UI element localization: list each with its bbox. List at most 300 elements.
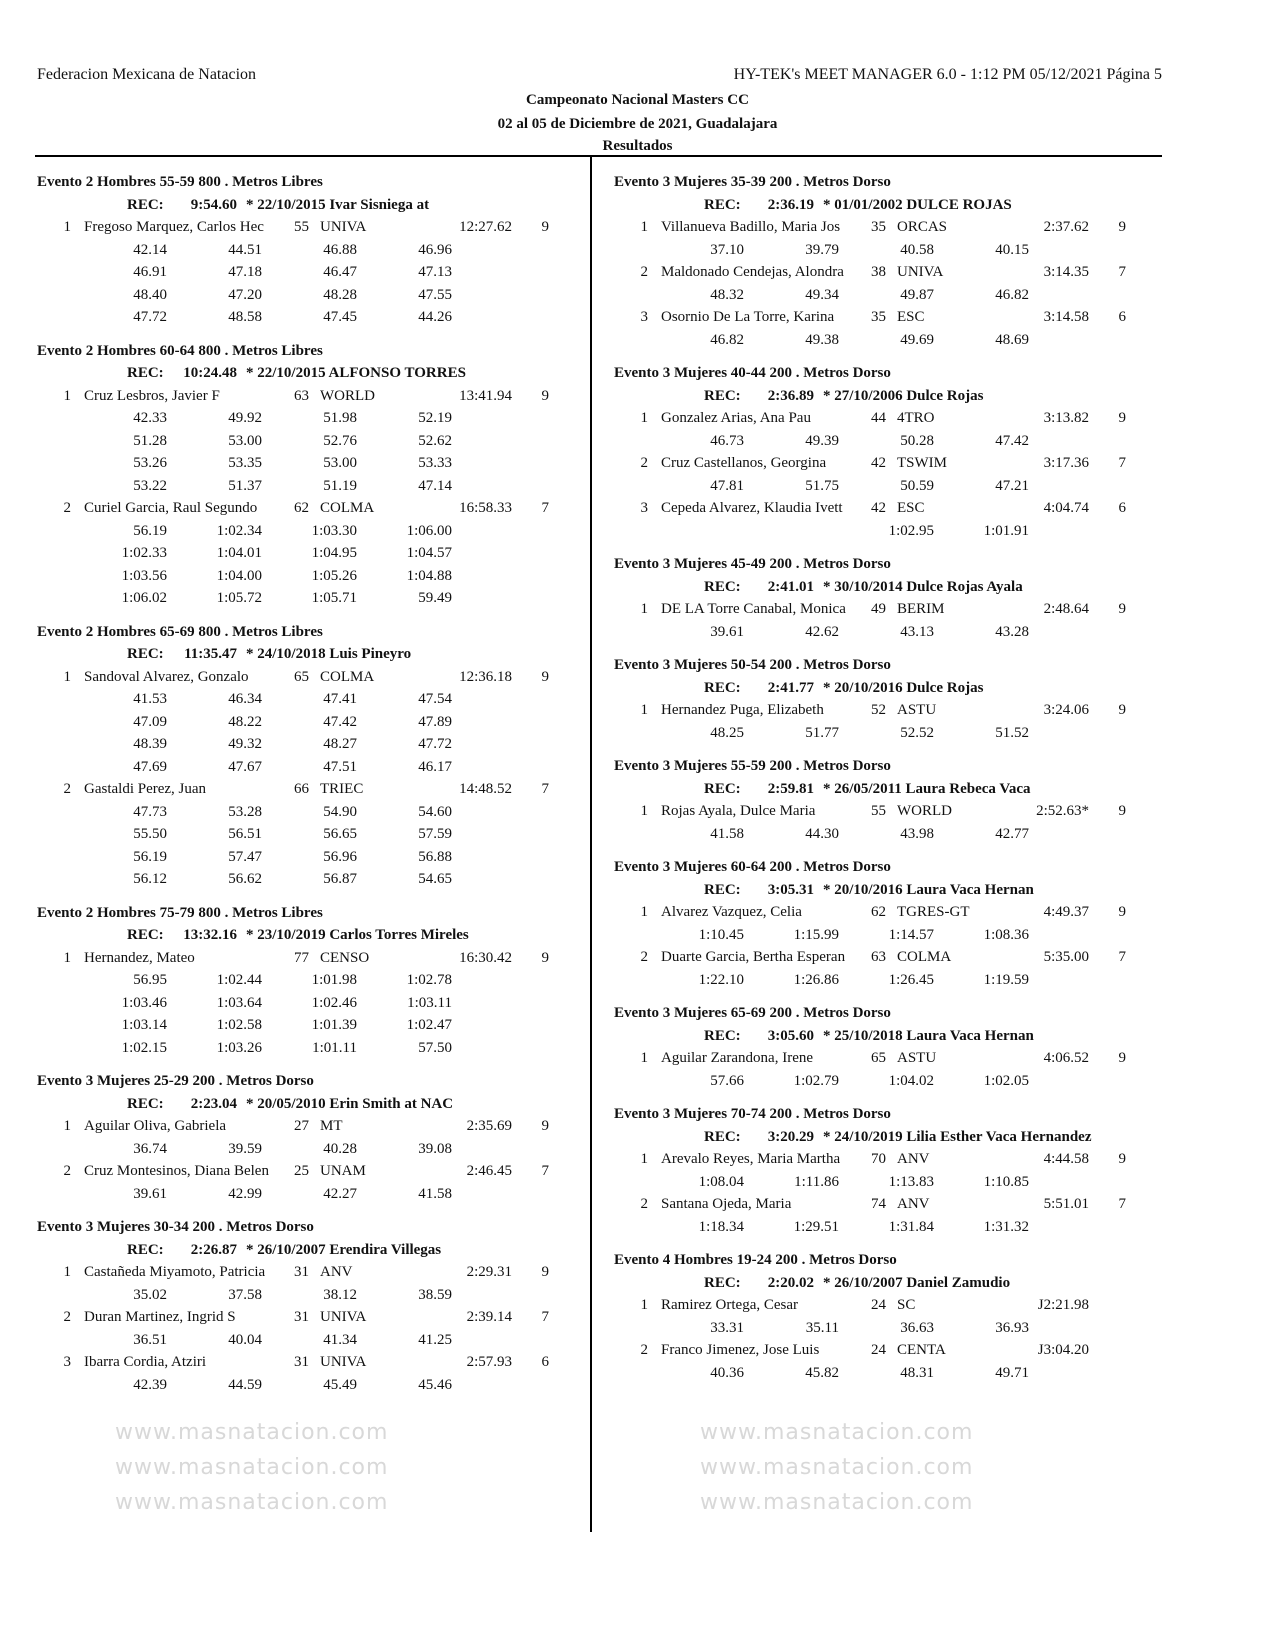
team: COLMA — [320, 668, 375, 685]
place: 2 — [640, 949, 648, 965]
split-time: 44.51 — [228, 241, 262, 258]
swimmer-name: Hernandez Puga, Elizabeth — [661, 702, 824, 718]
split-time: 1:02.34 — [216, 522, 262, 539]
split-time: 46.88 — [323, 241, 357, 258]
result-row — [614, 407, 1164, 430]
split-time: 51.75 — [805, 477, 839, 494]
watermark: www.masnatacion.com — [115, 1455, 389, 1480]
split-time: 47.41 — [323, 691, 357, 707]
result-row — [614, 699, 1164, 722]
split-time: 1:02.95 — [888, 522, 934, 539]
split-time: 1:26.86 — [793, 971, 839, 988]
swimmer-name: Villanueva Badillo, Maria Jos — [661, 219, 841, 235]
age: 31 — [294, 1354, 309, 1370]
split-time: 51.52 — [995, 724, 1029, 741]
split-time: 55.50 — [133, 826, 167, 842]
record-time: 11:35.47 — [184, 646, 237, 662]
split-row — [37, 306, 587, 329]
split-time: 45.82 — [805, 1364, 839, 1381]
record-time: 2:59.81 — [767, 780, 814, 797]
age: 62 — [294, 500, 309, 516]
split-row — [37, 1138, 587, 1161]
age: 63 — [871, 949, 886, 965]
split-row — [37, 587, 587, 610]
split-time: 1:03.64 — [216, 994, 262, 1011]
age: 66 — [294, 781, 309, 797]
split-row — [37, 520, 587, 543]
split-row — [614, 924, 1164, 947]
split-time: 39.59 — [228, 1140, 262, 1157]
record-label: REC: — [127, 1095, 164, 1112]
event-title: Evento 3 Mujeres 50-54 200 . Metros Dorso — [614, 657, 891, 673]
split-time: 46.82 — [995, 286, 1029, 303]
split-time: 48.27 — [323, 736, 357, 752]
split-time: 46.34 — [228, 691, 262, 707]
age: 25 — [294, 1163, 309, 1179]
split-row — [614, 823, 1164, 846]
record-line — [614, 677, 1164, 700]
column-divider — [590, 156, 592, 1532]
record-line — [614, 1272, 1164, 1295]
event-title: Evento 2 Hombres 65-69 800 . Metros Libres — [37, 623, 323, 640]
record-label: REC: — [704, 1128, 741, 1145]
record-line — [614, 778, 1164, 801]
record-details: * 26/10/2007 Erendira Villegas — [246, 1241, 442, 1258]
place: 2 — [640, 1342, 648, 1358]
split-time: 39.79 — [805, 241, 839, 258]
place: 1 — [63, 668, 71, 685]
final-time: 2:52.63* — [1036, 803, 1089, 819]
record-line — [37, 1239, 587, 1262]
swimmer-name: Arevalo Reyes, Maria Martha — [661, 1151, 841, 1167]
split-row — [37, 542, 587, 565]
event-block — [37, 1216, 587, 1396]
event-block — [37, 171, 587, 329]
split-time: 37.10 — [710, 241, 744, 258]
split-time: 36.51 — [133, 1331, 167, 1348]
split-time: 1:31.32 — [983, 1218, 1029, 1235]
final-time: 2:48.64 — [1043, 601, 1089, 617]
split-time: 56.19 — [133, 522, 167, 539]
split-time: 53.33 — [418, 455, 452, 471]
split-time: 43.98 — [900, 825, 934, 842]
place: 3 — [640, 309, 648, 325]
result-row — [37, 947, 587, 970]
split-time: 46.96 — [418, 241, 452, 258]
result-row — [614, 598, 1164, 621]
split-time: 56.19 — [133, 848, 167, 865]
split-time: 1:02.46 — [311, 994, 357, 1011]
record-time: 2:36.19 — [767, 196, 814, 213]
record-line — [614, 879, 1164, 902]
split-time: 39.08 — [418, 1140, 452, 1157]
split-time: 54.60 — [418, 803, 452, 820]
age: 55 — [871, 803, 886, 819]
split-time: 59.49 — [418, 590, 452, 606]
team: WORLD — [897, 803, 952, 819]
split-time: 1:05.72 — [216, 590, 262, 606]
record-line — [37, 643, 587, 666]
age: 55 — [294, 219, 309, 235]
final-time: 13:41.94 — [459, 387, 512, 404]
swimmer-name: Aguilar Oliva, Gabriela — [84, 1118, 227, 1134]
split-time: 47.73 — [133, 803, 167, 820]
split-row — [37, 846, 587, 869]
split-time: 57.50 — [418, 1039, 452, 1056]
team: UNIVA — [897, 264, 944, 280]
final-time: 16:58.33 — [459, 500, 512, 516]
split-time: 48.22 — [228, 713, 262, 730]
swimmer-name: Gastaldi Perez, Juan — [84, 781, 207, 797]
final-time: 4:04.74 — [1043, 500, 1089, 516]
split-time: 37.58 — [228, 1286, 262, 1303]
split-row — [37, 756, 587, 779]
event-block — [37, 1070, 587, 1205]
split-row — [614, 621, 1164, 644]
split-time: 41.58 — [710, 825, 744, 842]
split-time: 56.87 — [323, 871, 357, 887]
record-line — [614, 194, 1164, 217]
split-row — [37, 733, 587, 756]
record-line — [37, 194, 587, 217]
final-time: J3:04.20 — [1037, 1342, 1089, 1358]
split-time: 47.54 — [418, 691, 452, 707]
split-time: 46.91 — [133, 264, 167, 280]
split-row — [37, 801, 587, 824]
split-time: 1:04.95 — [311, 545, 357, 561]
points: 9 — [541, 387, 549, 404]
age: 31 — [294, 1309, 309, 1325]
record-line — [37, 362, 587, 385]
split-time: 48.25 — [710, 724, 744, 741]
split-time: 41.25 — [418, 1331, 452, 1348]
split-time: 1:04.57 — [406, 545, 452, 561]
points: 9 — [1118, 601, 1126, 617]
record-details: * 20/10/2016 Laura Vaca Hernan — [823, 881, 1034, 898]
split-time: 1:05.71 — [311, 590, 357, 606]
split-time: 51.77 — [805, 724, 839, 741]
points: 9 — [541, 1264, 549, 1280]
swimmer-name: Ramirez Ortega, Cesar — [661, 1297, 799, 1313]
split-row — [614, 239, 1164, 262]
record-label: REC: — [704, 578, 741, 595]
result-row — [614, 306, 1164, 329]
split-time: 53.28 — [228, 803, 262, 820]
team: TSWIM — [897, 455, 947, 471]
record-label: REC: — [127, 927, 164, 943]
split-time: 1:06.00 — [406, 522, 452, 539]
place: 1 — [640, 904, 648, 920]
final-time: 5:35.00 — [1043, 949, 1089, 965]
record-time: 3:20.29 — [767, 1128, 814, 1145]
split-time: 38.12 — [323, 1286, 357, 1303]
result-row — [614, 901, 1164, 924]
team: ANV — [897, 1196, 930, 1212]
split-time: 56.96 — [323, 848, 357, 865]
header-divider — [35, 155, 1162, 157]
split-time: 40.15 — [995, 241, 1029, 258]
split-time: 48.69 — [995, 331, 1029, 348]
split-time: 38.59 — [418, 1286, 452, 1303]
final-time: 2:29.31 — [466, 1264, 512, 1280]
split-time: 49.69 — [900, 331, 934, 348]
team: ANV — [320, 1264, 353, 1280]
place: 1 — [63, 1264, 71, 1280]
place: 1 — [63, 1118, 71, 1134]
points: 9 — [541, 668, 549, 685]
split-time: 48.28 — [323, 286, 357, 303]
split-time: 49.34 — [805, 286, 839, 303]
split-time: 40.36 — [710, 1364, 744, 1381]
split-time: 47.55 — [418, 286, 452, 303]
team: BERIM — [897, 601, 945, 617]
record-details: * 22/10/2015 Ivar Sisniega at — [246, 196, 430, 213]
team: TGRES-GT — [897, 904, 970, 920]
final-time: 12:27.62 — [459, 219, 512, 235]
result-row — [37, 778, 587, 801]
split-time: 48.39 — [133, 736, 167, 752]
split-time: 1:10.85 — [983, 1173, 1029, 1190]
split-time: 42.77 — [995, 825, 1029, 842]
split-time: 49.92 — [228, 410, 262, 426]
split-row — [614, 1216, 1164, 1239]
split-time: 52.62 — [418, 432, 452, 449]
split-time: 47.42 — [995, 432, 1029, 449]
event-title: Evento 3 Mujeres 65-69 200 . Metros Dorso — [614, 1005, 891, 1021]
split-row — [37, 823, 587, 846]
record-label: REC: — [704, 679, 741, 696]
split-time: 1:02.58 — [216, 1017, 262, 1033]
split-time: 42.27 — [323, 1185, 357, 1202]
split-time: 1:10.45 — [698, 926, 744, 943]
age: 65 — [294, 668, 309, 685]
swimmer-name: Aguilar Zarandona, Irene — [661, 1050, 814, 1066]
split-row — [37, 688, 587, 711]
swimmer-name: Alvarez Vazquez, Celia — [661, 904, 802, 920]
points: 7 — [541, 781, 549, 797]
final-time: 3:14.58 — [1043, 309, 1089, 325]
split-time: 41.58 — [418, 1185, 452, 1202]
split-time: 47.72 — [133, 309, 167, 325]
split-time: 44.26 — [418, 309, 452, 325]
record-details: * 20/10/2016 Dulce Rojas — [823, 679, 984, 696]
split-time: 40.58 — [900, 241, 934, 258]
split-time: 1:01.39 — [311, 1017, 357, 1033]
split-time: 57.59 — [418, 826, 452, 842]
age: 31 — [294, 1264, 309, 1280]
split-row — [614, 1070, 1164, 1093]
split-time: 1:29.51 — [793, 1218, 839, 1235]
split-time: 52.19 — [418, 410, 452, 426]
age: 74 — [871, 1196, 886, 1212]
event-title: Evento 3 Mujeres 30-34 200 . Metros Dorso — [37, 1219, 314, 1235]
record-time: 2:41.01 — [767, 578, 814, 595]
place: 2 — [63, 1309, 71, 1325]
split-time: 50.59 — [900, 477, 934, 494]
split-time: 56.12 — [133, 871, 167, 887]
split-time: 52.76 — [323, 432, 357, 449]
split-time: 44.30 — [805, 825, 839, 842]
split-time: 51.37 — [228, 477, 262, 494]
split-row — [614, 475, 1164, 498]
split-time: 49.38 — [805, 331, 839, 348]
swimmer-name: Curiel Garcia, Raul Segundo — [84, 500, 258, 516]
split-time: 1:26.45 — [888, 971, 934, 988]
split-row — [37, 711, 587, 734]
split-row — [614, 430, 1164, 453]
event-block — [614, 654, 1164, 744]
split-row — [614, 1362, 1164, 1385]
split-row — [614, 1171, 1164, 1194]
split-time: 47.14 — [418, 477, 452, 494]
team: ASTU — [897, 702, 937, 718]
final-time: 14:48.52 — [459, 781, 512, 797]
team: WORLD — [320, 387, 375, 404]
split-time: 1:15.99 — [793, 926, 839, 943]
result-row — [37, 385, 587, 408]
split-time: 1:03.26 — [216, 1039, 262, 1056]
age: 38 — [871, 264, 886, 280]
record-time: 13:32.16 — [183, 927, 237, 943]
split-time: 42.99 — [228, 1185, 262, 1202]
split-time: 47.67 — [228, 758, 262, 775]
split-time: 1:04.02 — [888, 1072, 934, 1089]
result-row — [614, 216, 1164, 239]
split-time: 47.18 — [228, 264, 262, 280]
split-row — [37, 452, 587, 475]
split-time: 42.33 — [133, 410, 167, 426]
watermark: www.masnatacion.com — [700, 1490, 974, 1515]
result-row — [37, 1115, 587, 1138]
split-time: 1:31.84 — [888, 1218, 934, 1235]
split-time: 42.62 — [805, 623, 839, 640]
place: 1 — [63, 949, 71, 966]
split-time: 47.72 — [418, 736, 452, 752]
split-time: 47.69 — [133, 758, 167, 775]
points: 7 — [1118, 1196, 1126, 1212]
event-block — [37, 621, 587, 891]
swimmer-name: Cepeda Alvarez, Klaudia Ivett — [661, 500, 843, 516]
record-time: 2:23.04 — [190, 1095, 237, 1112]
split-time: 48.58 — [228, 309, 262, 325]
event-block — [614, 1249, 1164, 1384]
points: 7 — [541, 500, 549, 516]
split-time: 1:03.46 — [121, 994, 167, 1011]
age: 49 — [871, 601, 886, 617]
final-time: 16:30.42 — [459, 949, 512, 966]
split-time: 47.45 — [323, 309, 357, 325]
split-time: 40.04 — [228, 1331, 262, 1348]
record-time: 2:41.77 — [767, 679, 814, 696]
record-details: * 01/01/2002 DULCE ROJAS — [823, 196, 1012, 213]
age: 65 — [871, 1050, 886, 1066]
record-details: * 30/10/2014 Dulce Rojas Ayala — [823, 578, 1023, 595]
record-label: REC: — [704, 780, 741, 797]
swimmer-name: Cruz Castellanos, Georgina — [661, 455, 827, 471]
result-row — [614, 1047, 1164, 1070]
final-time: 2:57.93 — [466, 1354, 512, 1370]
split-time: 1:04.01 — [216, 545, 262, 561]
points: 7 — [541, 1163, 549, 1179]
swimmer-name: Gonzalez Arias, Ana Pau — [661, 410, 811, 426]
swimmer-name: Fregoso Marquez, Carlos Hec — [84, 219, 264, 235]
final-time: 12:36.18 — [459, 668, 512, 685]
record-time: 2:20.02 — [767, 1274, 814, 1291]
split-time: 1:08.36 — [983, 926, 1029, 943]
place: 2 — [63, 781, 71, 797]
split-time: 1:02.78 — [406, 972, 452, 988]
split-time: 1:06.02 — [121, 590, 167, 606]
place: 3 — [63, 1354, 71, 1370]
result-row — [614, 261, 1164, 284]
split-time: 1:11.86 — [794, 1173, 839, 1190]
age: 35 — [871, 219, 886, 235]
split-time: 52.52 — [900, 724, 934, 741]
split-time: 47.89 — [418, 713, 452, 730]
team: ESC — [897, 309, 925, 325]
swimmer-name: Sandoval Alvarez, Gonzalo — [84, 668, 249, 685]
split-row — [37, 1374, 587, 1397]
team: ESC — [897, 500, 925, 516]
split-time: 41.53 — [133, 691, 167, 707]
points: 7 — [541, 1309, 549, 1325]
record-details: * 24/10/2019 Lilia Esther Vaca Hernandez — [823, 1128, 1092, 1145]
split-time: 1:02.05 — [983, 1072, 1029, 1089]
split-time: 44.59 — [228, 1376, 262, 1393]
split-row — [37, 239, 587, 262]
split-row — [614, 329, 1164, 352]
points: 9 — [541, 219, 549, 235]
points: 9 — [1118, 904, 1126, 920]
split-time: 35.02 — [133, 1286, 167, 1303]
split-row — [37, 1329, 587, 1352]
split-time: 1:02.33 — [121, 545, 167, 561]
split-time: 1:01.11 — [312, 1039, 357, 1056]
swimmer-name: Ibarra Cordia, Atziri — [84, 1354, 207, 1370]
result-row — [614, 1148, 1164, 1171]
split-time: 51.19 — [323, 477, 357, 494]
results-column-left — [37, 171, 587, 1407]
team: TRIEC — [320, 781, 364, 797]
record-line — [614, 576, 1164, 599]
split-time: 1:05.26 — [311, 567, 357, 584]
points: 9 — [1118, 803, 1126, 819]
event-title: Evento 2 Hombres 75-79 800 . Metros Libres — [37, 904, 323, 921]
split-row — [614, 284, 1164, 307]
result-row — [614, 946, 1164, 969]
age: 52 — [871, 702, 886, 718]
record-details: * 26/05/2011 Laura Rebeca Vaca — [823, 780, 1031, 797]
record-line — [614, 1025, 1164, 1048]
points: 9 — [1118, 702, 1126, 718]
split-time: 56.95 — [133, 972, 167, 988]
record-time: 9:54.60 — [190, 196, 237, 213]
result-row — [614, 1193, 1164, 1216]
organization-name: Federacion Mexicana de Natacion — [37, 66, 257, 83]
swimmer-name: Rojas Ayala, Dulce Maria — [661, 803, 816, 819]
section-title: Resultados — [602, 138, 673, 154]
split-row — [37, 284, 587, 307]
team: ORCAS — [897, 219, 948, 235]
place: 2 — [640, 264, 648, 280]
meet-title: Campeonato Nacional Masters CC — [526, 92, 749, 108]
split-time: 48.40 — [133, 286, 167, 303]
split-time: 1:03.56 — [121, 567, 167, 584]
split-time: 39.61 — [710, 623, 744, 640]
split-row — [614, 969, 1164, 992]
points: 7 — [1118, 264, 1126, 280]
result-row — [37, 1306, 587, 1329]
